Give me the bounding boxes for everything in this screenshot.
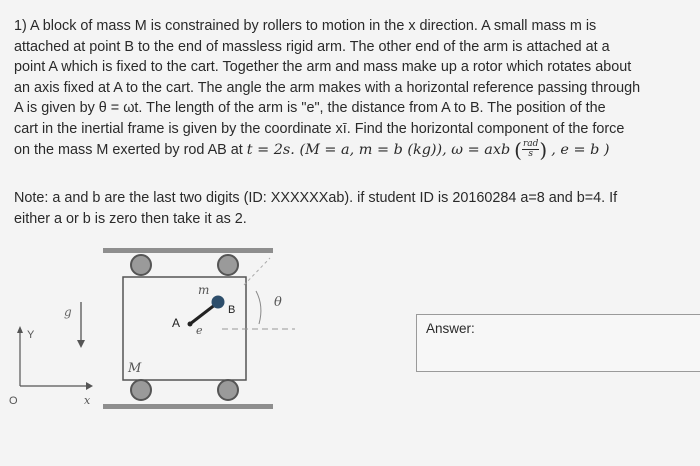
units-denominator: s [528,149,533,160]
label-O: O [9,395,18,407]
x-arrowhead [86,382,93,390]
label-x: x [84,394,91,407]
paren-open: ( [514,137,522,162]
problem-line: A is given by θ = ωt. The length of the arm is "e", the distance from A to B. The position of the [14,100,606,117]
given-tail: , e = b ) [551,141,610,158]
answer-label: Answer: [426,321,475,336]
roller-bottom-left [131,380,151,400]
mass-m [212,296,225,309]
label-g: g [64,305,72,319]
paren-close: ) [539,137,548,162]
problem-line: cart in the inertial frame is given by the coordinate xī. Find the horizontal component of the force [14,120,625,137]
problem-line: point A which is fixed to the cart. Together the arm and mass make up a rotor which rotates about [14,59,632,76]
theta-arc [256,291,261,324]
label-B: B [228,304,236,316]
cart-rotor-figure [0,236,320,466]
top-rail [103,248,273,253]
units-fraction [522,140,539,159]
problem-line: attached at point B to the end of massless rigid arm. The other end of the arm is attached at a [14,38,610,55]
arm-extension [244,258,270,285]
units-numerator: rad [522,139,539,150]
label-m: m [198,283,210,297]
note-line: either a or b is zero then take it as 2. [14,210,247,227]
bottom-rail [103,404,273,409]
label-A: A [172,316,181,330]
label-theta: θ [274,295,282,310]
given-values: t = 2s. (M = a, m = b (kg)), ω = axb [246,141,511,158]
note-line: Note: a and b are the last two digits (ID: XXXXXXab). if student ID is 20160284 a=8 and b=4. If [14,190,618,206]
note [14,188,690,229]
problem-last-text: on the mass M exerted by rod AB at [14,141,243,158]
rotor-arm [190,304,216,324]
problem-line: an axis fixed at A to the cart. The angle the arm makes with a horizontal reference passing through [14,79,641,96]
problem-line: 1) A block of mass M is constrained by rollers to motion in the x direction. A small mass m is [14,18,597,34]
problem-statement [14,16,690,160]
label-M: M [128,361,142,376]
gravity-arrowhead [77,340,85,348]
y-arrowhead [17,326,23,333]
label-Y: Y [27,329,35,341]
problem-line-last [14,137,690,162]
label-e: e [196,324,203,337]
pivot-A [188,322,193,327]
roller-top-left [131,255,151,275]
roller-top-right [218,255,238,275]
roller-bottom-right [218,380,238,400]
